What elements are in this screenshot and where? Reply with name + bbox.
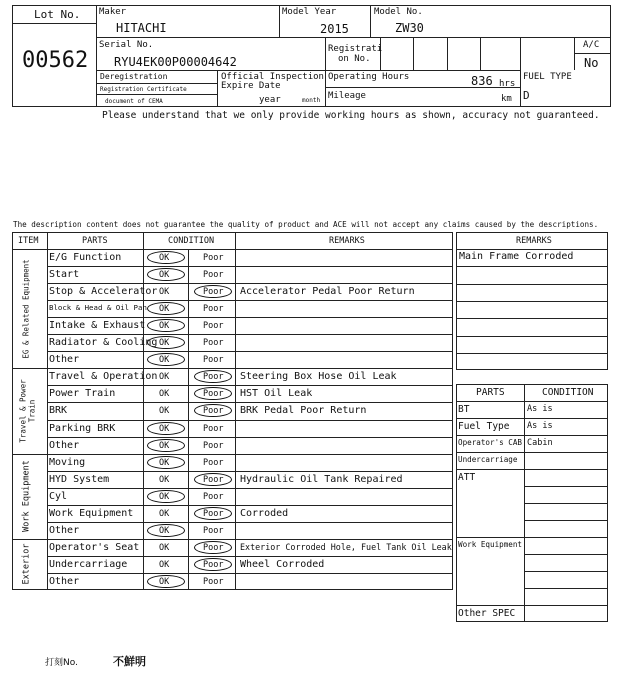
right-part-label: ATT [458,472,476,483]
maker-value: HITACHI [116,21,167,35]
divider [47,471,453,472]
poor-option: Poor [203,270,224,281]
part-label: Block & Head & Oil Pan [49,303,147,313]
right-part-label: BT [458,404,470,415]
ac-value: No [584,56,599,70]
part-label: Operator's Seat [49,541,140,553]
selected-condition-circle [147,422,185,435]
selected-condition-circle [147,439,185,452]
divider [456,401,608,402]
poor-option: Poor [203,457,224,468]
divider [96,94,217,95]
divider [96,70,520,71]
divider [47,437,453,438]
poor-option: Poor [203,355,224,366]
poor-option: Poor [203,372,224,383]
part-label: Other [49,354,80,366]
ok-option: OK [159,423,170,434]
remark-text: Accelerator Pedal Poor Return [240,286,415,298]
part-label: Moving [49,456,86,468]
divider [456,469,608,470]
model-year-value: 2015 [320,22,349,36]
right-part-label: Fuel Type [458,421,510,432]
ok-option: OK [159,576,170,587]
right-parts-table [456,384,608,622]
inspection-label: Official Inspection [221,72,324,82]
divider [96,5,97,107]
ac-label: A/C [583,40,600,50]
hrs-label: hrs [499,79,516,89]
divider [413,37,414,70]
part-label: Other [49,524,80,536]
part-label: Cyl [49,490,68,502]
divider [456,249,608,250]
item-group-label: Work Equipment [22,460,32,533]
divider [574,53,611,54]
ok-option: OK [159,321,170,332]
selected-condition-circle [147,456,185,469]
ok-option: OK [159,355,170,366]
divider [96,83,217,84]
divider [279,5,280,37]
divider [12,368,453,369]
divider [12,249,453,250]
divider [370,5,371,37]
selected-condition-circle [194,507,232,520]
fuel-type-label: FUEL TYPE [523,72,572,82]
year-label: year [259,95,281,105]
poor-option: Poor [203,491,224,502]
poor-option: Poor [203,542,224,553]
header-item: ITEM [18,236,39,246]
registration-label-2: on No. [338,54,371,64]
poor-option: Poor [203,559,224,570]
ok-option: OK [159,508,170,519]
right-condition-value: As is [527,421,553,431]
remark-text: BRK Pedal Poor Return [240,405,367,417]
poor-option: Poor [203,423,224,434]
disclaimer-text: The description content does not guarantee the quality of product and ACE will not accept any claims caused by the descriptions. [13,220,599,229]
divider [47,283,453,284]
selected-condition-circle [194,558,232,571]
divider [456,435,608,436]
model-year-label: Model Year [282,7,337,17]
right-remarks-header: REMARKS [516,236,552,246]
part-label: Parking BRK [49,422,116,434]
divider [447,37,448,70]
selected-condition-circle [147,575,185,588]
model-no-label: Model No. [374,7,423,17]
divider [47,300,453,301]
part-label: Power Train [49,388,116,400]
divider [12,539,453,540]
divider [47,522,453,523]
poor-option: Poor [203,253,224,263]
divider [524,554,608,555]
divider [524,486,608,487]
divider [524,520,608,521]
right-remarks-table [456,232,608,370]
selected-condition-circle [147,268,185,281]
divider [456,318,608,319]
operating-hours-value: 836 [471,74,493,88]
poor-option: Poor [203,304,224,315]
right-condition-value: As is [527,404,553,414]
remark-text: HST Oil Leak [240,388,313,400]
part-label: Radiator & Cooling [49,337,158,349]
divider [12,23,96,24]
right-part-label: Work Equipment [458,540,523,549]
divider [456,284,608,285]
stamp-value: 不鮮明 [113,655,146,668]
part-label: E/G Function [49,252,122,263]
divider [47,488,453,489]
right-condition-header: CONDITION [542,387,594,398]
right-part-label: Undercarriage [458,455,518,464]
poor-option: Poor [203,389,224,400]
lot-no-label: Lot No. [34,8,81,21]
divider [47,334,453,335]
serial-value: RYU4EK00P00004642 [114,55,237,69]
ok-option: OK [159,406,170,417]
ok-option: OK [159,372,170,383]
ok-option: OK [159,440,170,451]
divider [47,402,453,403]
ok-option: OK [159,338,170,349]
right-parts-header: PARTS [476,387,505,398]
divider [574,37,575,70]
divider [47,573,453,574]
poor-option: Poor [203,321,224,332]
divider [480,37,481,70]
selected-condition-circle [147,524,185,537]
divider [217,70,218,107]
remark-text: Wheel Corroded [240,558,325,570]
divider [47,266,453,267]
part-label: Other [49,575,80,587]
ok-option: OK [159,304,170,315]
divider [524,503,608,504]
maker-label: Maker [99,7,127,17]
right-part-label: Other SPEC [458,608,516,619]
poor-option: Poor [203,576,224,587]
remark-text: Steering Box Hose Oil Leak [240,371,397,383]
divider [524,571,608,572]
poor-option: Poor [203,406,224,417]
serial-label: Serial No. [99,40,154,50]
item-group-label: Exterior [22,543,33,585]
part-label: Start [49,269,80,281]
condition-table [12,232,453,590]
ok-option: OK [159,542,170,553]
divider [47,556,453,557]
poor-option: Poor [203,508,224,519]
registration-certificate-label: Registration Certificate [100,86,187,93]
selected-condition-circle [147,490,185,503]
divider [47,420,453,421]
ok-option: OK [159,474,170,485]
item-group-label: Travel & Power Train [19,379,37,443]
divider [12,454,453,455]
right-part-label: Operator's CAB [458,438,523,447]
remark-text: Hydraulic Oil Tank Repaired [240,473,403,485]
selected-condition-circle [147,251,185,264]
divider [47,351,453,352]
divider [456,452,608,453]
remark-text: Exterior Corroded Hole, Fuel Tank Oil Leak [240,541,452,552]
part-label: Work Equipment [49,507,134,519]
stamp-label: 打刻No. [45,658,78,668]
part-label: BRK [49,405,68,417]
header-condition: CONDITION [168,236,215,246]
month-label: month [302,97,321,104]
fuel-type-value: D [523,89,530,102]
selected-condition-circle [194,541,232,554]
divider [456,605,608,606]
divider [456,418,608,419]
divider [456,301,608,302]
divider [96,37,611,38]
selected-condition-circle [194,285,232,298]
deregistration-label: Deregistration [100,72,168,81]
poor-option: Poor [203,287,224,298]
registration-label: Registrati [328,44,383,54]
header-remarks: REMARKS [329,236,365,246]
km-label: km [501,94,512,104]
right-condition-value: Cabin [527,438,553,448]
selected-condition-circle [194,473,232,486]
item-group-label: EG & Related Equipment [22,259,31,359]
ok-option: OK [159,525,170,536]
inspection-label-2: Expire Date [221,81,281,91]
divider [47,317,453,318]
poor-option: Poor [203,474,224,485]
ok-option: OK [159,287,170,298]
part-label: HYD System [49,473,110,485]
divider [235,232,236,590]
ok-option: OK [159,559,170,570]
divider [47,505,453,506]
ok-option: OK [159,253,170,263]
poor-option: Poor [203,525,224,536]
divider [325,37,326,107]
part-label: Intake & Exhaust [49,320,146,332]
divider [520,37,521,107]
ok-option: OK [159,270,170,281]
divider [47,232,48,590]
right-remark-text: Main Frame Corroded [459,251,574,262]
poor-option: Poor [203,338,224,349]
ok-option: OK [159,491,170,502]
poor-option: Poor [203,440,224,451]
ok-option: OK [159,457,170,468]
divider [456,537,608,538]
part-label: Other [49,439,80,451]
divider [47,385,453,386]
part-label: Undercarriage [49,558,128,570]
part-label: Stop & Accelerator [49,286,158,298]
ok-option: OK [159,389,170,400]
remark-text: Corroded [240,507,289,519]
divider [456,336,608,337]
divider [456,353,608,354]
operating-hours-label: Operating Hours [328,72,410,82]
divider [524,588,608,589]
part-label: Travel & Operation [49,371,158,383]
mileage-label: Mileage [328,91,366,101]
header-parts: PARTS [82,236,108,246]
cema-label: document of CEMA [105,98,163,105]
divider [456,266,608,267]
notice-text: Please understand that we only provide working hours as shown, accuracy not guaranteed. [102,110,600,121]
model-no-value: ZW30 [395,21,424,35]
lot-no-value: 00562 [22,48,89,73]
